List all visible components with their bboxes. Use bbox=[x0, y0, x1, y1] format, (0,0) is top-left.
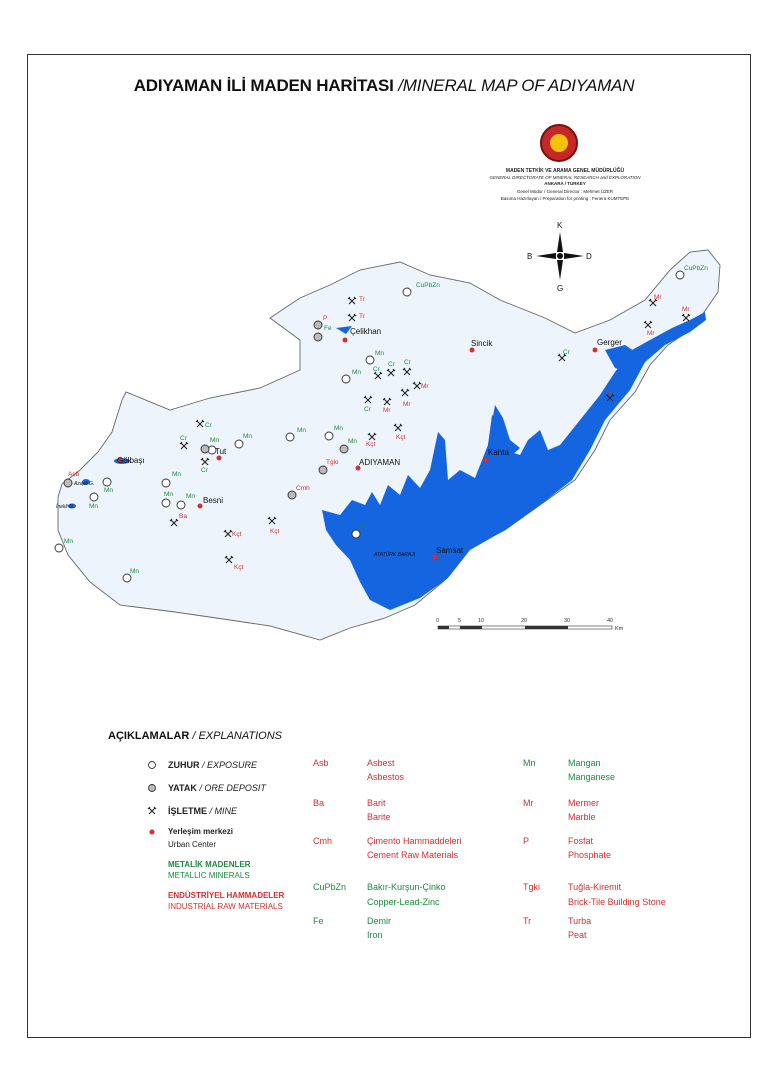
legend-mine-symbol bbox=[148, 807, 156, 814]
legend-industrial-tr: ENDÜSTRİYEL HAMMADELER bbox=[168, 891, 285, 900]
map-label-mn: Mn bbox=[210, 437, 220, 444]
legend-deposit-symbol bbox=[149, 785, 156, 792]
map-label-cr: Cr bbox=[180, 435, 187, 442]
map-label-mn: Mn bbox=[352, 369, 362, 376]
label-azapli: Azapli G. bbox=[74, 481, 95, 487]
title-tr: ADIYAMAN İLİ MADEN HARİTASI bbox=[133, 76, 394, 95]
map-label-mr: Mr bbox=[647, 330, 655, 337]
mineral-name-tr: Mangan bbox=[568, 758, 601, 768]
scale-tick: 0 bbox=[436, 618, 440, 624]
map-label-cr: Cr bbox=[205, 422, 212, 429]
legend-metallic-en: METALLIC MINERALS bbox=[168, 871, 250, 880]
mineral-code: Tgki bbox=[523, 882, 541, 892]
map-label-mr: Mr bbox=[682, 306, 690, 313]
mineral-name-en: Asbestos bbox=[367, 772, 405, 782]
legend-urban-tr: Yerleşim merkezi bbox=[168, 827, 233, 836]
mineral-name-tr: Turba bbox=[568, 916, 592, 926]
town-dot-sincik bbox=[470, 348, 475, 353]
scale-tick: 10 bbox=[478, 618, 485, 624]
map-label-cr: Cr bbox=[404, 359, 411, 366]
mineral-name-tr: Demir bbox=[367, 916, 391, 926]
town-dot-besni bbox=[198, 504, 203, 509]
map-label-mr: Mr bbox=[383, 407, 391, 414]
map-label-kct: Kçt bbox=[232, 531, 242, 538]
mineral-code: Mn bbox=[523, 758, 536, 768]
scale-tick: 30 bbox=[564, 618, 571, 624]
legend-mine: İŞLETME / MINE bbox=[168, 806, 238, 816]
map-label-mn: Mn bbox=[130, 568, 140, 575]
map-label-mr: Mr bbox=[403, 401, 411, 408]
mineral-code: Mr bbox=[523, 798, 534, 808]
mineral-name-tr: Barit bbox=[367, 798, 386, 808]
map-label-cr: Cr bbox=[388, 361, 395, 368]
legend-heading-tr: AÇIKLAMALAR bbox=[108, 730, 190, 742]
map-label-kct: Kçt bbox=[396, 434, 406, 441]
mineral-name-en: Iron bbox=[367, 930, 383, 940]
town-dot-tut bbox=[217, 456, 222, 461]
compass-n: K bbox=[557, 221, 563, 230]
map-label-mn: Mn bbox=[104, 487, 114, 494]
mineral-name-tr: Bakır-Kurşun-Çinko bbox=[367, 882, 446, 892]
institution-name-tr: MADEN TETKİK VE ARAMA GENEL MÜDÜRLÜĞÜ bbox=[505, 168, 625, 174]
compass-rose bbox=[536, 232, 584, 280]
town-dot-gerger bbox=[593, 348, 598, 353]
scale-tick: 20 bbox=[521, 618, 528, 624]
label-inekli: İnekli G. bbox=[56, 504, 75, 510]
mineral-name-tr: Tuğla-Kiremit bbox=[568, 882, 622, 892]
map-label-mr: Mr bbox=[421, 383, 429, 390]
mineral-code: Tr bbox=[523, 916, 532, 926]
mineral-name-en: Cement Raw Materials bbox=[367, 850, 459, 860]
map-label-mn: Mn bbox=[375, 350, 385, 357]
mineral-code: CuPbZn bbox=[313, 882, 347, 892]
map-label-cupbzn: CuPbZn bbox=[416, 282, 440, 289]
mineral-name-en: Brick-Tile Building Stone bbox=[568, 897, 666, 907]
compass-e: D bbox=[586, 252, 592, 261]
map-label-mn: Mn bbox=[297, 427, 307, 434]
town-kahta: Kahta bbox=[488, 448, 509, 457]
map-label-mn: Mn bbox=[186, 493, 196, 500]
town-dot-kahta bbox=[484, 458, 489, 463]
institution-prepared: Basıma Hazırlayan / Preparation for printing : Fenera KUMTEPE bbox=[500, 196, 630, 201]
town-tut: Tut bbox=[215, 447, 227, 456]
town-sincik: Sincik bbox=[471, 339, 493, 348]
map-label-mn: Mn bbox=[359, 524, 369, 531]
town-golbasi: Gölbaşı bbox=[117, 456, 145, 465]
map-label-mn: Mn bbox=[164, 491, 174, 498]
scale-unit: Km bbox=[615, 626, 624, 632]
map-label-cupbzn: CuPbZn bbox=[684, 265, 708, 272]
mineral-code: P bbox=[523, 836, 530, 846]
mineral-code: Ba bbox=[313, 798, 325, 808]
scale-bar bbox=[438, 626, 612, 629]
map-label-mn: Mn bbox=[89, 503, 99, 510]
institution-city: ANKARA / TURKEY bbox=[544, 181, 586, 186]
mineral-name-tr: Fosfat bbox=[568, 836, 594, 846]
legend-deposit: YATAK / ORE DEPOSIT bbox=[168, 783, 266, 793]
town-dot-celikhan bbox=[343, 338, 348, 343]
map-label-cmh: Cmh bbox=[296, 485, 310, 492]
mineral-name-en: Manganese bbox=[568, 772, 616, 782]
map-label-fe: Fe bbox=[324, 325, 332, 332]
map-label-cr: Cr bbox=[563, 349, 570, 356]
map-label-tr: Tr bbox=[359, 296, 365, 303]
mineral-name-tr: Asbest bbox=[367, 758, 395, 768]
legend-exposure-symbol bbox=[149, 762, 156, 769]
map-label-kct: Kçt bbox=[366, 441, 376, 448]
legend-exposure: ZUHUR / EXPOSURE bbox=[168, 760, 258, 770]
scale-tick: 40 bbox=[607, 618, 614, 624]
map-label-asb: Asb bbox=[68, 471, 80, 478]
town-celikhan: Çelikhan bbox=[350, 327, 382, 336]
map-label-mr: Mr bbox=[607, 390, 615, 397]
legend-industrial-en: INDUSTRIAL RAW MATERIALS bbox=[168, 902, 283, 911]
map-label-mr: Mr bbox=[654, 294, 662, 301]
map-label-p: P bbox=[323, 315, 328, 322]
mineral-name-en: Copper-Lead-Zinc bbox=[367, 897, 440, 907]
mineral-code: Fe bbox=[313, 916, 324, 926]
institution-name-en: GENERAL DIRECTORATE OF MINERAL RESEARCH and EXPLORATION bbox=[489, 175, 641, 180]
mineral-name-en: Phosphate bbox=[568, 850, 612, 860]
mineral-name-en: Marble bbox=[568, 812, 596, 822]
map-label-mn: Mn bbox=[243, 433, 253, 440]
mineral-code: Asb bbox=[313, 758, 329, 768]
label-ataturk-dam: ATATÜRK BARAJI bbox=[374, 552, 416, 558]
map-label-cr: Cr bbox=[201, 467, 208, 474]
map-label-cr: Cr bbox=[373, 366, 380, 373]
map-label-tgki: Tgki bbox=[326, 459, 339, 466]
town-dot-samsat bbox=[433, 555, 438, 560]
compass-s: G bbox=[557, 284, 564, 293]
map-label-mn: Mn bbox=[172, 471, 182, 478]
map-label-cr: Cr bbox=[364, 406, 371, 413]
legend-heading bbox=[108, 730, 282, 742]
mineral-name-tr: Çimento Hammaddeleri bbox=[367, 836, 462, 846]
town-besni: Besni bbox=[203, 496, 224, 505]
legend-heading-en: / EXPLANATIONS bbox=[192, 730, 282, 742]
legend-metallic-tr: METALİK MADENLER bbox=[168, 860, 251, 869]
map-label-ba: Ba bbox=[179, 513, 187, 520]
town-samsat: Samsat bbox=[436, 546, 464, 555]
map-label-mn: Mn bbox=[348, 438, 358, 445]
map-label-mn: Mn bbox=[64, 538, 74, 545]
mineral-code: Cmh bbox=[313, 836, 333, 846]
map-label-mn: Mn bbox=[334, 425, 344, 432]
mineral-name-en: Peat bbox=[568, 930, 587, 940]
map-label-kct: Kçt bbox=[234, 564, 244, 571]
legend-urban-symbol bbox=[150, 830, 155, 835]
title-en: /MINERAL MAP OF ADIYAMAN bbox=[398, 76, 635, 95]
mineral-name-en: Barite bbox=[367, 812, 391, 822]
scale-tick: 5 bbox=[458, 618, 462, 624]
mineral-name-tr: Mermer bbox=[568, 798, 599, 808]
compass-w: B bbox=[527, 252, 533, 261]
town-gerger: Gerger bbox=[597, 338, 622, 347]
legend-urban-en: Urban Center bbox=[168, 840, 217, 849]
institution-director: Genel Müdür / General Director : Mehmet ÜZER bbox=[516, 189, 614, 194]
map-label-kct: Kçt bbox=[270, 528, 280, 535]
map-label-tr: Tr bbox=[359, 313, 365, 320]
town-adiyaman: ADIYAMAN bbox=[359, 458, 401, 467]
